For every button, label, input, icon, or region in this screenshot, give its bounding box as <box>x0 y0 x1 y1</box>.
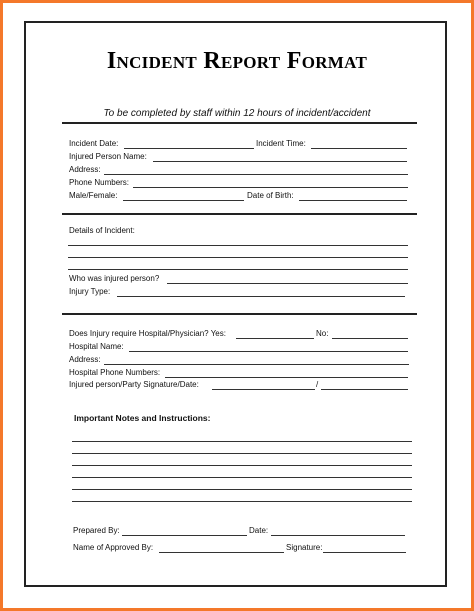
date-of-birth-label: Date of Birth: <box>247 191 294 200</box>
details-line-2[interactable] <box>68 257 408 258</box>
gender-field[interactable] <box>123 200 244 201</box>
page-title: Incident Report Format <box>106 48 368 74</box>
injured-person-name-label: Injured Person Name: <box>69 152 147 161</box>
incident-time-field[interactable] <box>311 148 407 149</box>
prepared-date-label: Date: <box>249 526 269 535</box>
injury-type-label: Injury Type: <box>69 287 111 296</box>
incident-date-label: Incident Date: <box>69 139 119 148</box>
phone-numbers-label: Phone Numbers: <box>69 178 130 187</box>
approved-signature-field[interactable] <box>323 552 406 553</box>
incident-time-label: Incident Time: <box>256 139 306 148</box>
hospital-no-field[interactable] <box>332 338 408 339</box>
date-of-birth-field[interactable] <box>299 200 407 201</box>
hospital-phone-label: Hospital Phone Numbers: <box>69 368 161 377</box>
hospital-address-field[interactable] <box>104 364 409 365</box>
signature-date-slash: / <box>316 380 319 389</box>
who-injured-field[interactable] <box>167 283 408 284</box>
address-field[interactable] <box>104 174 408 175</box>
injured-date-field[interactable] <box>321 389 408 390</box>
approved-by-label: Name of Approved By: <box>73 543 154 552</box>
hospital-required-label: Does Injury require Hospital/Physician? Yes: <box>69 329 226 338</box>
hospital-yes-field[interactable] <box>236 338 314 339</box>
address-label: Address: <box>69 165 101 174</box>
section-divider <box>62 213 417 215</box>
incident-date-field[interactable] <box>124 148 254 149</box>
section-divider <box>62 313 417 315</box>
gender-label: Male/Female: <box>69 191 118 200</box>
signature-date-label: Injured person/Party Signature/Date: <box>69 380 199 389</box>
details-label: Details of Incident: <box>69 226 135 235</box>
details-line-1[interactable] <box>68 245 408 246</box>
signature-label: Signature: <box>286 543 323 552</box>
notes-heading: Important Notes and Instructions: <box>74 413 211 423</box>
prepared-by-field[interactable] <box>122 535 247 536</box>
notes-line-2[interactable] <box>72 453 412 454</box>
notes-line-6[interactable] <box>72 501 412 502</box>
notes-line-3[interactable] <box>72 465 412 466</box>
notes-line-5[interactable] <box>72 489 412 490</box>
document-border <box>24 21 447 587</box>
hospital-name-field[interactable] <box>129 351 408 352</box>
hospital-name-label: Hospital Name: <box>69 342 124 351</box>
details-line-3[interactable] <box>68 269 408 270</box>
prepared-date-field[interactable] <box>271 535 405 536</box>
injured-signature-field[interactable] <box>212 389 315 390</box>
who-injured-label: Who was injured person? <box>69 274 160 283</box>
page-subtitle: To be completed by staff within 12 hours of incident/accident <box>103 108 371 119</box>
prepared-by-label: Prepared By: <box>73 526 120 535</box>
hospital-no-label: No: <box>316 329 329 338</box>
header-rule <box>62 122 417 124</box>
injury-type-field[interactable] <box>117 296 405 297</box>
notes-line-1[interactable] <box>72 441 412 442</box>
phone-numbers-field[interactable] <box>133 187 408 188</box>
injured-person-name-field[interactable] <box>153 161 407 162</box>
hospital-phone-field[interactable] <box>165 377 408 378</box>
notes-line-4[interactable] <box>72 477 412 478</box>
hospital-address-label: Address: <box>69 355 101 364</box>
approved-by-field[interactable] <box>159 552 284 553</box>
